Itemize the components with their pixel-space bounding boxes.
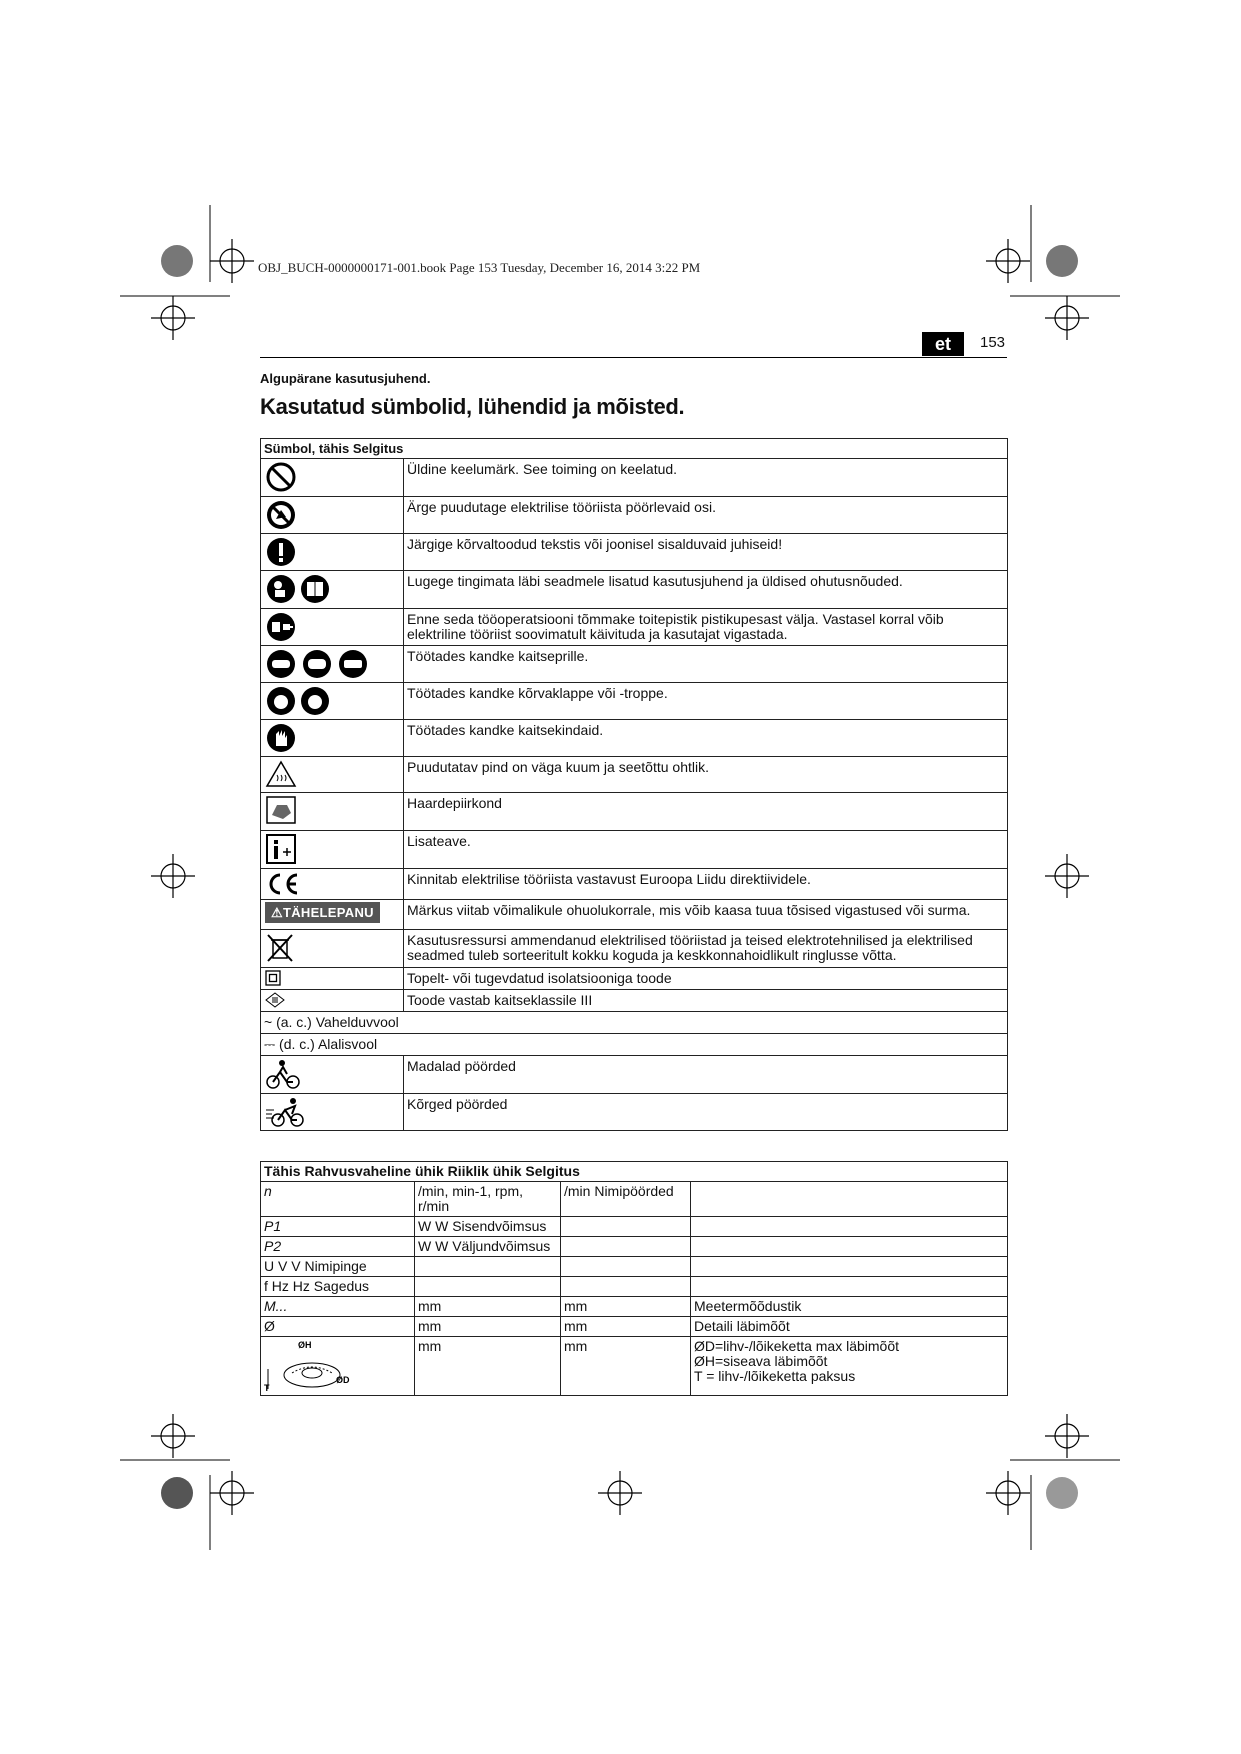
svg-text:ØH: ØH	[298, 1340, 312, 1350]
table-row	[261, 683, 1008, 720]
language-badge: et	[922, 332, 964, 356]
symbol-description: Lugege tingimata läbi seadmele lisatud kasutusjuhend ja üldised ohutusnõuded.	[404, 571, 1008, 609]
symbol-description: Järgige kõrvaltoodud tekstis või joonisel sisalduvaid juhiseid!	[404, 534, 1008, 571]
table-row	[261, 1012, 1008, 1034]
unit-national	[561, 1277, 691, 1297]
unit-national: /min Nimipöörded	[561, 1182, 691, 1217]
units-table-header: Tähis Rahvusvaheline ühik Riiklik ühik Selgitus	[261, 1162, 1008, 1182]
symbol-description: Enne seda tööoperatsiooni tõmmake toitepistik pistikupesast välja. Vastasel korral võib elektriline tööriist soovimatult käivituda ja kasutajat vigastada.	[404, 609, 1008, 646]
table-row	[261, 646, 1008, 683]
read-manual-icon	[265, 573, 333, 605]
document-subtitle: Algupärane kasutusjuhend.	[260, 371, 431, 386]
table-row	[261, 571, 1008, 609]
ear-protection-icon	[265, 685, 333, 717]
table-row	[261, 720, 1008, 757]
protection-class-3-icon	[265, 992, 285, 1008]
unit-symbol: M...	[261, 1297, 415, 1317]
unit-international: mm	[415, 1297, 561, 1317]
table-row	[261, 497, 1008, 534]
symbol-description: Töötades kandke kõrvaklappe või -troppe.	[404, 683, 1008, 720]
table-header-row	[261, 439, 1008, 459]
symbol-description: Märkus viitab võimalikule ohuolukorrale, mis võib kaasa tuua tõsised vigastused või surma.	[404, 900, 1008, 930]
units-table	[260, 1161, 1008, 1396]
unit-explanation	[691, 1217, 1008, 1237]
grip-area-icon	[265, 795, 297, 825]
table-row	[261, 609, 1008, 646]
weee-bin-icon	[265, 932, 295, 964]
table-row	[261, 1182, 1008, 1217]
symbol-description: Kinnitab elektrilise tööriista vastavust Euroopa Liidu direktiividele.	[404, 869, 1008, 900]
symbol-description: Topelt- või tugevdatud isolatsiooniga toode	[404, 968, 1008, 990]
table-row	[261, 459, 1008, 497]
symbol-description: ⎓ (d. c.) Alalisvool	[261, 1034, 1008, 1056]
unit-symbol: U V V Nimipinge	[261, 1257, 415, 1277]
unit-symbol: P2	[261, 1237, 415, 1257]
table-row	[261, 1094, 1008, 1131]
table-row	[261, 1277, 1008, 1297]
unplug-icon	[265, 611, 297, 643]
unit-national: mm	[561, 1297, 691, 1317]
unit-international: mm	[415, 1337, 561, 1396]
table-row	[261, 1237, 1008, 1257]
unit-explanation	[691, 1182, 1008, 1217]
section-title: Kasutatud sümbolid, lühendid ja mõisted.	[260, 394, 685, 419]
prohibition-icon	[265, 461, 297, 493]
svg-text:T: T	[264, 1383, 270, 1393]
symbol-description: Töötades kandke kaitsekindaid.	[404, 720, 1008, 757]
symbol-description: Toode vastab kaitseklassile III	[404, 990, 1008, 1012]
table-row	[261, 900, 1008, 930]
unit-international: W W Sisendvõimsus	[415, 1217, 561, 1237]
unit-international	[415, 1277, 561, 1297]
table-row	[261, 1257, 1008, 1277]
table-row	[261, 534, 1008, 571]
table-row	[261, 1034, 1008, 1056]
symbol-description: Puudutatav pind on väga kuum ja seetõttu ohtlik.	[404, 757, 1008, 793]
double-insulation-icon	[265, 970, 281, 986]
symbols-table-header: Sümbol, tähis Selgitus	[261, 439, 1008, 459]
svg-text:ØD: ØD	[336, 1375, 350, 1385]
table-row	[261, 990, 1008, 1012]
table-row	[261, 1217, 1008, 1237]
table-row	[261, 930, 1008, 968]
exclamation-icon	[265, 536, 297, 568]
table-row	[261, 793, 1008, 831]
symbol-description: Kasutusressursi ammendanud elektrilised tööriistad ja teised elektrotehnilised ja elektrilised seadmed tuleb sorteeritult kokku koguda ja keskkonnahoidlikult ringlusse võtta.	[404, 930, 1008, 968]
hot-surface-icon	[265, 759, 297, 789]
table-header-row	[261, 1162, 1008, 1182]
no-touch-rotating-parts-icon	[265, 499, 297, 531]
warning-banner: ⚠TÄHELEPANU	[265, 902, 380, 923]
high-speed-bike-icon	[265, 1096, 305, 1128]
unit-international: mm	[415, 1317, 561, 1337]
unit-explanation	[691, 1277, 1008, 1297]
book-header-line: OBJ_BUCH-0000000171-001.book Page 153 Tuesday, December 16, 2014 3:22 PM	[258, 260, 701, 275]
unit-symbol: n	[261, 1182, 415, 1217]
unit-explanation: ØD=lihv-/lõikeketta max läbimõõt ØH=siseava läbimõõt T = lihv-/lõikeketta paksus	[691, 1337, 1008, 1396]
table-row	[261, 1056, 1008, 1094]
unit-explanation	[691, 1257, 1008, 1277]
symbol-description: Üldine keelumärk. See toiming on keelatud.	[404, 459, 1008, 497]
page-number: 153	[980, 334, 1006, 351]
unit-explanation: Detaili läbimõõt	[691, 1317, 1008, 1337]
gloves-icon	[265, 722, 297, 754]
disc-dimensions-diagram-icon	[264, 1339, 354, 1393]
low-speed-bike-icon	[265, 1058, 301, 1090]
unit-explanation	[691, 1237, 1008, 1257]
warning-banner-label: TÄHELEPANU	[282, 905, 374, 920]
ce-mark-icon	[265, 871, 301, 897]
symbols-table	[260, 438, 1008, 1131]
symbol-description: Lisateave.	[404, 831, 1008, 869]
safety-goggles-icon	[265, 648, 369, 680]
symbol-description: Haardepiirkond	[404, 793, 1008, 831]
table-row	[261, 1337, 1008, 1396]
unit-national: mm	[561, 1337, 691, 1396]
symbol-description: Ärge puudutage elektrilise tööriista pöörlevaid osi.	[404, 497, 1008, 534]
symbol-description: Töötades kandke kaitseprille.	[404, 646, 1008, 683]
unit-explanation: Meetermõõdustik	[691, 1297, 1008, 1317]
info-icon	[265, 833, 297, 865]
unit-symbol: f Hz Hz Sagedus	[261, 1277, 415, 1297]
unit-national	[561, 1257, 691, 1277]
unit-national	[561, 1217, 691, 1237]
unit-symbol: P1	[261, 1217, 415, 1237]
unit-international	[415, 1257, 561, 1277]
symbol-description: Madalad pöörded	[404, 1056, 1008, 1094]
table-row	[261, 968, 1008, 990]
symbol-description: Kõrged pöörded	[404, 1094, 1008, 1131]
unit-international: W W Väljundvõimsus	[415, 1237, 561, 1257]
table-row	[261, 1317, 1008, 1337]
symbol-description: ~ (a. c.) Vahelduvvool	[261, 1012, 1008, 1034]
table-row	[261, 831, 1008, 869]
table-row	[261, 1297, 1008, 1317]
unit-national	[561, 1237, 691, 1257]
table-row	[261, 869, 1008, 900]
unit-international: /min, min-1, rpm, r/min	[415, 1182, 561, 1217]
unit-national: mm	[561, 1317, 691, 1337]
header-rule	[260, 357, 1007, 358]
table-row	[261, 757, 1008, 793]
unit-symbol: Ø	[261, 1317, 415, 1337]
